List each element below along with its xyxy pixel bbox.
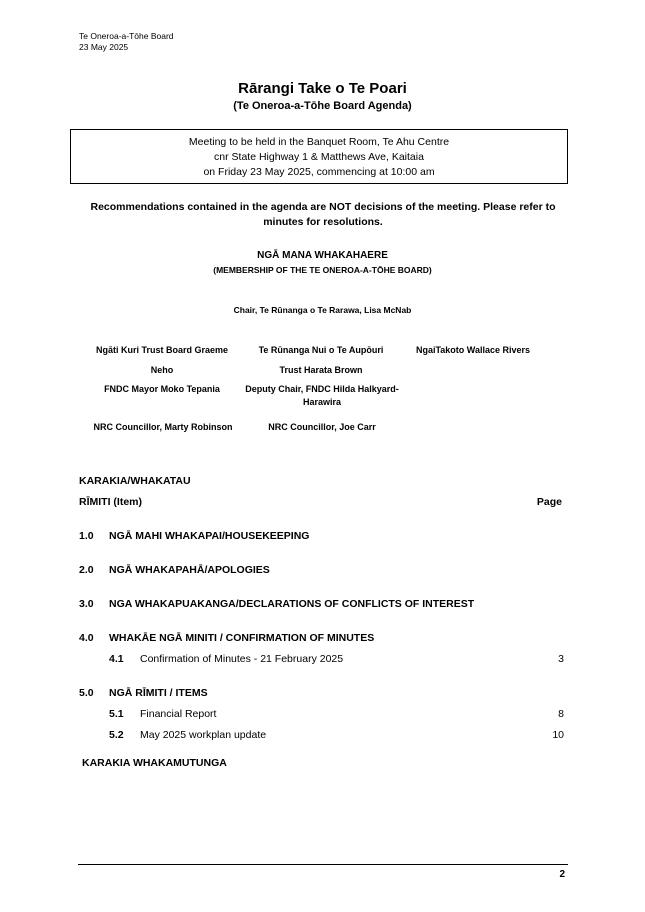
subitem-page: 3 <box>558 653 564 665</box>
subitem-title: Financial Report <box>140 708 217 720</box>
meeting-address: cnr State Highway 1 & Matthews Ave, Kaitaia <box>214 151 424 163</box>
membership-subheading: (MEMBERSHIP OF THE TE ONEROA-A-TŌHE BOARD) <box>213 265 432 275</box>
page-column-heading: Page <box>536 496 562 508</box>
recommendation-notice: Recommendations contained in the agenda are NOT decisions of the meeting. Please refer to minutes for resolutions. <box>90 201 556 228</box>
member-te-aupouri <box>246 344 396 377</box>
subitem-title: May 2025 workplan update <box>140 729 267 741</box>
item-number: 3.0 <box>79 598 94 610</box>
member-nrc-carr: NRC Councillor, Joe Carr <box>268 422 376 432</box>
subitem-page: 10 <box>552 729 564 741</box>
member-nrc-robinson: NRC Councillor, Marty Robinson <box>93 422 233 432</box>
document-header <box>79 31 174 53</box>
member-line: Neho <box>150 365 174 375</box>
subitem-number: 4.1 <box>109 653 124 665</box>
agenda-subtitle: (Te Oneroa-a-Tōhe Board Agenda) <box>233 100 412 112</box>
member-line: Deputy Chair, FNDC Hilda Halkyard- <box>245 384 399 394</box>
footer-divider <box>78 864 568 865</box>
meeting-venue: Meeting to be held in the Banquet Room, Te Ahu Centre <box>188 136 450 148</box>
header-date: 23 May 2025 <box>79 42 129 52</box>
item-title: WHAKĀE NGĀ MINITI / CONFIRMATION OF MINUTES <box>109 632 375 644</box>
item-title: NGĀ WHAKAPAHĀ/APOLOGIES <box>109 564 270 576</box>
item-number: 1.0 <box>79 530 94 542</box>
member-line: Harawira <box>302 397 342 407</box>
karakia-closing: KARAKIA WHAKAMUTUNGA <box>82 757 227 769</box>
membership-chair: Chair, Te Rūnanga o Te Rarawa, Lisa McNab <box>233 305 412 315</box>
member-deputy-chair <box>236 383 408 409</box>
agenda-title: Rārangi Take o Te Poari <box>238 80 407 97</box>
member-fndc-mayor: FNDC Mayor Moko Tepania <box>104 384 220 394</box>
item-title: NGA WHAKAPUAKANGA/DECLARATIONS OF CONFLICTS OF INTEREST <box>109 598 475 610</box>
karakia-opening: KARAKIA/WHAKATAU <box>79 475 191 487</box>
subitem-number: 5.1 <box>109 708 124 720</box>
member-ngati-kuri <box>88 344 236 377</box>
member-line: Te Rūnanga Nui o Te Aupōuri <box>258 345 384 355</box>
member-ngaitakoto: NgaiTakoto Wallace Rivers <box>415 345 531 355</box>
subitem-number: 5.2 <box>109 729 124 741</box>
header-board-name: Te Oneroa-a-Tōhe Board <box>79 31 174 41</box>
subitem-title: Confirmation of Minutes - 21 February 2025 <box>140 653 344 665</box>
item-title: NGĀ RĪMITI / ITEMS <box>109 687 208 699</box>
item-number: 2.0 <box>79 564 94 576</box>
item-number: 5.0 <box>79 687 94 699</box>
membership-heading: NGĀ MANA WHAKAHAERE <box>257 250 388 261</box>
item-number: 4.0 <box>79 632 94 644</box>
member-line: Ngāti Kuri Trust Board Graeme <box>95 345 229 355</box>
page-number: 2 <box>559 869 565 880</box>
meeting-details-box <box>70 129 568 184</box>
meeting-time: on Friday 23 May 2025, commencing at 10:00 am <box>203 166 435 178</box>
member-line: Trust Harata Brown <box>279 365 363 375</box>
subitem-page: 8 <box>558 708 564 720</box>
item-title: NGĀ MAHI WHAKAPAI/HOUSEKEEPING <box>109 530 310 542</box>
items-column-heading: RĪMITI (Item) <box>79 496 142 508</box>
